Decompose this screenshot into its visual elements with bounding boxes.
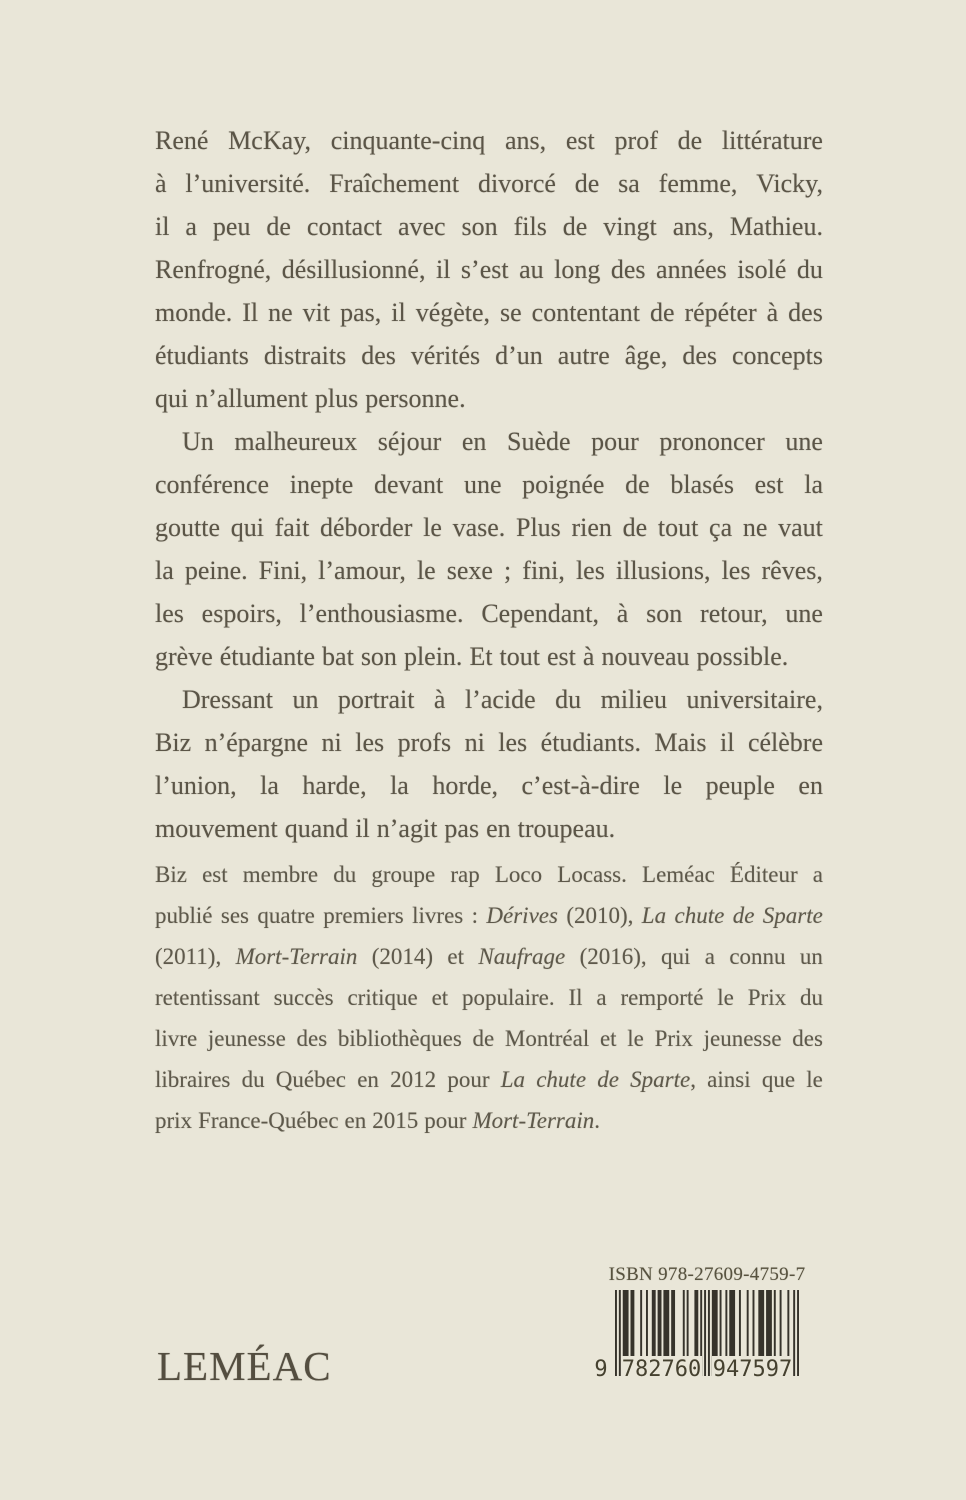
text-line <box>155 944 823 985</box>
word: McKay, <box>228 126 311 155</box>
word: les <box>355 728 385 757</box>
word: s’est <box>460 255 509 284</box>
publisher-logo: LEMÉAC <box>157 1343 332 1389</box>
word: premiers <box>323 903 404 928</box>
word: Naufrage <box>478 944 566 969</box>
word: bibliothèques <box>337 1026 462 1051</box>
word: il <box>720 728 735 757</box>
paragraph <box>155 685 823 857</box>
word: fini, <box>522 556 565 585</box>
word: Mathieu. <box>729 212 823 241</box>
word: le <box>423 513 442 542</box>
word: les <box>498 728 528 757</box>
word: le <box>806 1067 823 1092</box>
word: il <box>155 212 170 241</box>
word: harde, <box>302 771 367 800</box>
barcode-digit-lead: 9 <box>594 1357 608 1382</box>
word: profs <box>397 728 452 757</box>
word: se <box>500 298 522 327</box>
word: conférence <box>155 470 270 499</box>
word: Renfrogné, <box>155 255 272 284</box>
text-line <box>155 862 823 903</box>
word: et <box>447 944 465 969</box>
word: Québec <box>275 1067 347 1092</box>
word: quand <box>284 814 349 843</box>
word: la <box>260 771 279 800</box>
word: Un <box>182 427 214 456</box>
word: La <box>641 903 667 928</box>
word: (2011), <box>155 944 222 969</box>
text-line <box>155 1067 823 1108</box>
word: tout <box>499 642 540 671</box>
word: portrait <box>337 685 415 714</box>
barcode-digits-left: 782760 <box>621 1357 702 1382</box>
word: rap <box>450 862 480 887</box>
word: 2012 <box>390 1067 437 1092</box>
word: étudiante <box>219 642 316 671</box>
word: célèbre <box>747 728 823 757</box>
word: la <box>390 771 409 800</box>
word: critique <box>347 985 418 1010</box>
word: le <box>627 1026 644 1051</box>
word: Sparte, <box>630 1067 696 1092</box>
word: prof <box>614 126 658 155</box>
text-line <box>155 384 823 427</box>
word: du <box>796 255 823 284</box>
text-line <box>155 126 823 169</box>
word: pour <box>591 427 639 456</box>
word: isolé <box>737 255 787 284</box>
barcode-digits-right: 947597 <box>712 1357 793 1382</box>
word: ne <box>268 298 293 327</box>
word: séjour <box>377 427 442 456</box>
word: un <box>292 685 319 714</box>
word: un <box>799 944 823 969</box>
word: fait <box>274 513 310 542</box>
word: Il <box>242 298 259 327</box>
word: illusions, <box>615 556 711 585</box>
word: groupe <box>371 862 436 887</box>
word: le <box>663 771 683 800</box>
word: à <box>616 599 629 628</box>
word: de <box>574 169 600 198</box>
word: vingt <box>603 212 657 241</box>
word: chute <box>674 903 725 928</box>
word: à <box>582 642 595 671</box>
word: de <box>472 1026 495 1051</box>
word: avec <box>397 212 446 241</box>
word: goutte <box>155 513 220 542</box>
word: populaire. <box>462 985 555 1010</box>
word: Mort-Terrain <box>235 944 358 969</box>
word: contentant <box>531 298 640 327</box>
word: publié <box>155 903 213 928</box>
word: Prix <box>747 985 787 1010</box>
word: La <box>500 1067 526 1092</box>
word: Mort-Terrain. <box>472 1108 601 1133</box>
word: prononcer <box>659 427 765 456</box>
word: a <box>812 862 823 887</box>
word: devant <box>373 470 444 499</box>
text-line <box>155 728 823 771</box>
isbn-label: ISBN 978-27609-4759-7 <box>608 1264 806 1285</box>
word: années <box>656 255 727 284</box>
word: vit <box>302 298 331 327</box>
word: l’union, <box>155 771 237 800</box>
word: jeunesse <box>207 1026 286 1051</box>
word: grève <box>155 642 213 671</box>
word: la <box>804 470 823 499</box>
text-line <box>155 1026 823 1067</box>
word: retentissant <box>155 985 260 1010</box>
word: France-Québec <box>198 1108 339 1133</box>
word: en <box>461 427 487 456</box>
word: vaut <box>778 513 823 542</box>
word: distraits <box>263 341 347 370</box>
word: horde, <box>432 771 499 800</box>
word: est <box>547 642 576 671</box>
text-line <box>155 212 823 255</box>
word: l’université. <box>185 169 311 198</box>
word: pas <box>444 814 480 843</box>
word: n’épargne <box>204 728 309 757</box>
word: peine. <box>184 556 248 585</box>
word: l’acide <box>464 685 536 714</box>
word: une <box>785 427 823 456</box>
word: a <box>704 944 715 969</box>
text-line <box>155 255 823 298</box>
word: livre <box>155 1026 198 1051</box>
word: milieu <box>600 685 668 714</box>
word: qui <box>230 513 264 542</box>
word: sexe <box>446 556 493 585</box>
word: inepte <box>289 470 354 499</box>
word: son <box>461 212 498 241</box>
word: de <box>597 1067 619 1092</box>
word: à <box>155 169 167 198</box>
word: malheureux <box>234 427 358 456</box>
word: ses <box>220 903 250 928</box>
word: de <box>732 903 755 928</box>
word: Locass. <box>557 862 627 887</box>
text-line <box>155 985 823 1026</box>
text-line <box>155 513 823 556</box>
word: qui <box>155 384 189 413</box>
word: qui <box>661 944 691 969</box>
word: ainsi <box>707 1067 751 1092</box>
word: Fraîchement <box>329 169 460 198</box>
word: ans, <box>504 126 547 155</box>
word: peu <box>212 212 251 241</box>
word: cinquante-cinq <box>330 126 486 155</box>
word: Plus <box>515 513 561 542</box>
word: ne <box>742 513 768 542</box>
word: 2015 <box>372 1108 419 1133</box>
word: Biz <box>155 862 187 887</box>
word: espoirs, <box>201 599 282 628</box>
word: les <box>575 556 605 585</box>
word: quatre <box>257 903 315 928</box>
word: d’un <box>495 341 543 370</box>
word: ; <box>504 556 512 585</box>
word: ni <box>464 728 485 757</box>
word: libraires <box>155 1067 231 1092</box>
word: succès <box>273 985 334 1010</box>
word: plein. <box>403 642 463 671</box>
word: étudiants <box>155 341 249 370</box>
word: le <box>717 985 734 1010</box>
text-line <box>155 341 823 384</box>
word: et <box>599 1026 617 1051</box>
word: une <box>785 599 823 628</box>
author-bio <box>155 862 823 1149</box>
word: Cependant, <box>481 599 600 628</box>
word: pour <box>424 1108 467 1133</box>
word: n’allument <box>195 384 308 413</box>
word: blasés <box>670 470 734 499</box>
word: il <box>391 298 406 327</box>
word: contact <box>306 212 382 241</box>
word: pas, <box>340 298 382 327</box>
word: long <box>554 255 601 284</box>
word: des <box>610 255 646 284</box>
word: de <box>266 212 291 241</box>
word: du <box>333 862 357 887</box>
text-line <box>155 169 823 212</box>
word: retour, <box>700 599 768 628</box>
word: il <box>435 255 451 284</box>
word: du <box>555 685 582 714</box>
word: une <box>463 470 502 499</box>
text-line <box>155 298 823 341</box>
word: chute <box>536 1067 587 1092</box>
word: remporté <box>620 985 704 1010</box>
barcode <box>594 1290 799 1382</box>
word: Montréal <box>504 1026 590 1051</box>
word: ans, <box>672 212 714 241</box>
word: les <box>155 599 184 628</box>
word: est <box>202 862 228 887</box>
word: plus <box>314 384 359 413</box>
word: universitaire, <box>686 685 823 714</box>
word: René <box>155 126 209 155</box>
word: le <box>416 556 436 585</box>
word: littérature <box>721 126 823 155</box>
word: des <box>682 341 717 370</box>
word: est <box>565 126 595 155</box>
word: tout <box>657 513 699 542</box>
text-line <box>155 814 823 857</box>
word: Biz <box>155 728 192 757</box>
word: des <box>792 1026 823 1051</box>
word: autre <box>557 341 610 370</box>
word: et <box>431 985 449 1010</box>
paragraph <box>155 427 823 685</box>
word: que <box>761 1067 796 1092</box>
word: sa <box>618 169 640 198</box>
text-line <box>155 642 823 685</box>
word: divorcé <box>477 169 556 198</box>
word: la <box>155 556 174 585</box>
word: a <box>596 985 607 1010</box>
word: Il <box>568 985 583 1010</box>
word: déborder <box>320 513 413 542</box>
word: Loco <box>494 862 543 887</box>
word: végète, <box>415 298 491 327</box>
word: prix <box>155 1108 193 1133</box>
word: à <box>766 298 779 327</box>
word: (2014) <box>371 944 434 969</box>
word: poignée <box>522 470 605 499</box>
word: en <box>798 771 823 800</box>
word: n’agit <box>376 814 438 843</box>
text-line <box>155 903 823 944</box>
word: en <box>357 1067 379 1092</box>
word: : <box>471 903 479 928</box>
word: Suède <box>506 427 571 456</box>
word: femme, <box>658 169 738 198</box>
word: son <box>360 642 397 671</box>
word: jeunesse <box>703 1026 782 1051</box>
word: membre <box>242 862 319 887</box>
word: c’est-à-dire <box>521 771 640 800</box>
text-line <box>155 599 823 642</box>
word: rien <box>571 513 612 542</box>
word: bat <box>322 642 354 671</box>
word: âge, <box>624 341 668 370</box>
word: de <box>562 212 588 241</box>
word: répéter <box>684 298 757 327</box>
word: fils <box>513 212 547 241</box>
word: connu <box>729 944 786 969</box>
barcode-block <box>594 1264 806 1382</box>
word: Prix <box>654 1026 693 1051</box>
word: du <box>241 1067 265 1092</box>
word: (2016), <box>579 944 647 969</box>
word: étudiants. <box>540 728 642 757</box>
word: pour <box>447 1067 490 1092</box>
word: en <box>344 1108 367 1133</box>
word: désillusionné, <box>281 255 426 284</box>
word: en <box>486 814 511 843</box>
word: est <box>754 470 784 499</box>
word: Vicky, <box>756 169 823 198</box>
word: (2010), <box>566 903 634 928</box>
word: possible. <box>696 642 789 671</box>
word: des <box>788 298 823 327</box>
word: du <box>799 985 823 1010</box>
word: Mais <box>654 728 707 757</box>
word: mouvement <box>155 814 278 843</box>
word: peuple <box>705 771 775 800</box>
word: troupeau. <box>517 814 616 843</box>
word: livres <box>412 903 464 928</box>
word: son <box>646 599 683 628</box>
word: de <box>649 298 675 327</box>
word: il <box>355 814 370 843</box>
word: vérités <box>410 341 481 370</box>
word: nouveau <box>601 642 690 671</box>
word: rêves, <box>761 556 823 585</box>
word: de <box>677 126 703 155</box>
word: monde. <box>155 298 233 327</box>
word: a <box>185 212 197 241</box>
text-line <box>155 685 823 728</box>
word: de <box>625 470 650 499</box>
word: Fini, <box>258 556 308 585</box>
word: vase. <box>452 513 506 542</box>
word: les <box>721 556 751 585</box>
text-line <box>155 771 823 814</box>
word: l’enthousiasme. <box>299 599 464 628</box>
text-line <box>155 470 823 513</box>
text-line <box>155 1108 823 1149</box>
synopsis <box>155 126 823 857</box>
word: ni <box>321 728 342 757</box>
text-line <box>155 556 823 599</box>
word: Leméac <box>642 862 715 887</box>
word: de <box>622 513 648 542</box>
word: des <box>361 341 396 370</box>
word: Et <box>469 642 493 671</box>
word: au <box>519 255 544 284</box>
word: Éditeur <box>729 862 798 887</box>
word: Dressant <box>182 685 273 714</box>
word: Dérives <box>486 903 558 928</box>
word: des <box>296 1026 328 1051</box>
word: à <box>433 685 446 714</box>
word: concepts <box>731 341 823 370</box>
word: l’amour, <box>318 556 406 585</box>
word: ça <box>709 513 733 542</box>
paragraph <box>155 126 823 427</box>
word: Sparte <box>762 903 823 928</box>
word: personne. <box>365 384 466 413</box>
text-line <box>155 427 823 470</box>
